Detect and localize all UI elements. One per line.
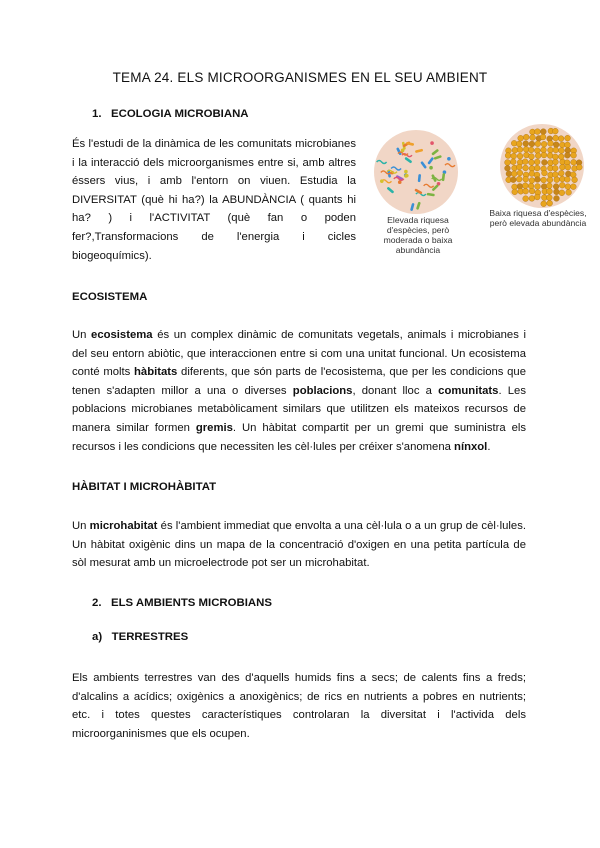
intro-paragraph: És l'estudi de la dinàmica de les comunitats microbianes i la interacció dels microorganismes entre si, amb altres éssers vius, i amb l'entorn on viuen. Estudia la DIVERSITAT (què hi ha?) la ABUNDÀNCIA ( quants hi ha? ) i l'ACTIVITAT (què fan o poden fer?,Transformacions de l'energia i cicles biogeoquímics). bbox=[72, 138, 356, 262]
microbe-cell bbox=[505, 165, 511, 171]
microbe-cell bbox=[523, 196, 529, 202]
term-poblacions: poblacions bbox=[292, 384, 353, 397]
term-gremis: gremis bbox=[195, 421, 233, 434]
microbe-cell bbox=[552, 165, 558, 171]
subsection-a-title: TERRESTRES bbox=[111, 631, 189, 643]
microbe-cell bbox=[547, 188, 553, 194]
microbe-cell bbox=[541, 152, 547, 158]
microbe-cell bbox=[534, 159, 540, 165]
microbe-cell bbox=[571, 159, 577, 165]
microbe-cell bbox=[552, 154, 558, 160]
microbe-cell bbox=[554, 177, 560, 183]
microbe-cell bbox=[565, 152, 571, 158]
subsection-a-label: a) bbox=[92, 631, 103, 643]
habitat-paragraph: Un microhabitat és l'ambient immediat que envolta a una cèl·lula o a un grup de cèl·lules. Un hàbitat oxigènic dins un mapa de la concentració d'oxigen en una petita partícula de sòl mesurat amb un microelectrode pot ser un microhabitat. bbox=[72, 520, 526, 570]
section-2-title: ELS AMBIENTS MICROBIANS bbox=[111, 597, 272, 609]
microbe-cell bbox=[523, 176, 529, 182]
microbe-cell bbox=[528, 147, 534, 153]
microbe-cell bbox=[534, 148, 540, 154]
microbe-cell bbox=[430, 141, 434, 145]
microbe-cell bbox=[572, 177, 578, 183]
term-comunitats: comunitats bbox=[438, 384, 499, 397]
microbe-cell bbox=[528, 183, 534, 189]
microbe-cell bbox=[565, 135, 571, 141]
microbe-cell bbox=[576, 164, 582, 170]
microbe-cell bbox=[405, 174, 409, 178]
microbe-cell bbox=[529, 141, 535, 147]
microbe-cell bbox=[517, 170, 523, 176]
microbe-cell bbox=[506, 171, 512, 177]
microbe-cell bbox=[523, 165, 529, 171]
microbe-cell bbox=[558, 154, 564, 160]
microbe-cell bbox=[517, 147, 523, 153]
microbe-cell bbox=[541, 201, 547, 207]
microbe-cell bbox=[404, 170, 408, 174]
microbe-cell bbox=[559, 164, 565, 170]
microbe-cell bbox=[559, 190, 565, 196]
microbe-cell bbox=[523, 134, 529, 140]
term-ninxol: nínxol bbox=[454, 440, 488, 453]
microbe-cell bbox=[516, 176, 522, 182]
microbe-cell bbox=[516, 141, 522, 147]
microbe-cell bbox=[511, 171, 517, 177]
term-habitats: hàbitats bbox=[134, 366, 178, 379]
microbe-cell bbox=[529, 188, 535, 194]
section-2-heading bbox=[92, 597, 272, 609]
microbe-cell bbox=[554, 189, 560, 195]
microbe-cell bbox=[570, 172, 576, 178]
microbe-cell bbox=[529, 154, 535, 160]
microbe-cell bbox=[541, 141, 547, 147]
page-title: TEMA 24. ELS MICROORGANISMES EN EL SEU AMBIENT bbox=[112, 70, 488, 85]
microbe-cell bbox=[552, 172, 558, 178]
term-microhabitat: microhabitat bbox=[89, 520, 158, 532]
microbe-cell bbox=[558, 136, 564, 142]
microbe-cell bbox=[529, 178, 535, 184]
high-diversity-circle bbox=[374, 130, 458, 214]
microbe-cell bbox=[529, 171, 535, 177]
microbe-cell bbox=[530, 135, 536, 141]
microbe-cell bbox=[518, 135, 524, 141]
microbe-cell bbox=[447, 157, 451, 161]
microbe-cell bbox=[570, 184, 576, 190]
microbe-cell bbox=[553, 147, 559, 153]
microbe-cell bbox=[523, 188, 529, 194]
microbe-cell bbox=[547, 177, 553, 183]
microbe-cell bbox=[523, 141, 529, 147]
microbe-cell bbox=[553, 184, 559, 190]
microbe-cell bbox=[552, 128, 558, 134]
microbe-cell bbox=[522, 159, 528, 165]
microbe-cell bbox=[571, 152, 577, 158]
microbe-cell bbox=[529, 196, 535, 202]
microbe-cell bbox=[380, 179, 384, 183]
microbe-cell bbox=[535, 184, 541, 190]
section-1-heading bbox=[92, 108, 249, 120]
caption-high-abundance: Baixa riquesa d'espècies, però elevada abundància bbox=[489, 208, 587, 228]
microbe-cell bbox=[558, 170, 564, 176]
caption-high-richness: Elevada riquesa d'espècies, però moderada o baixa abundància bbox=[383, 215, 453, 255]
subsection-a-heading bbox=[92, 631, 188, 643]
microbe-cell bbox=[542, 170, 548, 176]
microbe-cell bbox=[547, 153, 553, 159]
microbe-cell bbox=[559, 182, 565, 188]
microbe-cell bbox=[565, 164, 571, 170]
terrestres-paragraph: Els ambients terrestres van des d'aquells humids fins a secs; de calents fins a freds; d'alcalins a acídics; oxigènics a anoxigènics; de rics en nutrients a pobres en nutrients; etc. i totes questes característiques controlaran la diversitat i l'activida dels microorganinismes que els ocupen. bbox=[72, 672, 526, 740]
microbe-cell bbox=[548, 141, 554, 147]
microbe-cell bbox=[505, 153, 511, 159]
microbe-cell bbox=[540, 129, 546, 135]
microbe-cell bbox=[553, 135, 559, 141]
microbe-cell bbox=[512, 189, 518, 195]
microbe-cell bbox=[554, 196, 560, 202]
microbe-cell bbox=[510, 159, 516, 165]
microbe-cell bbox=[517, 153, 523, 159]
ecosistema-paragraph: Un ecosistema és un complex dinàmic de comunitats vegetals, animals i microbianes i del seu entorn abiòtic, que interaccionen entre si com una unitat funcional. Un ecosistema conté molts hàbitats diferents, que són parts de l'ecosistema, que per les condicions que tenen s'adapten millor a una o diverses poblacions, donant lloc a comunitats. Les poblacions microbianes metabòlicament similars que utilitzen els mateixos recursos de manera similar formen gremis. Un hàbitat compartit per un gremi que suministra els recursos i les condicions que necessiten les cèl·lules per créixer s'anomena nínxol. bbox=[72, 329, 527, 453]
microbe-cell bbox=[535, 153, 541, 159]
section-1-number: 1. bbox=[92, 108, 102, 120]
microbe-cell bbox=[565, 184, 571, 190]
microbe-cell bbox=[542, 159, 548, 165]
microbe-cell bbox=[541, 147, 547, 153]
microbe-cell bbox=[546, 183, 552, 189]
ecosistema-heading: ECOSISTEMA bbox=[72, 291, 148, 303]
microbe-cell bbox=[540, 134, 546, 140]
microbe-cell bbox=[535, 129, 541, 135]
microbe-cell bbox=[535, 141, 541, 147]
section-1-title: ECOLOGIA MICROBIANA bbox=[111, 108, 249, 120]
microbe-cell bbox=[546, 195, 552, 201]
microbe-cell bbox=[505, 160, 511, 166]
microbe-cell bbox=[548, 147, 554, 153]
microbe-cell bbox=[429, 166, 433, 170]
microbe-cell bbox=[541, 177, 547, 183]
microbe-cell bbox=[553, 142, 559, 148]
section-2-number: 2. bbox=[92, 597, 102, 609]
microbe-cell bbox=[535, 177, 541, 183]
microbe-cell bbox=[510, 177, 516, 183]
microbe-cell bbox=[559, 148, 565, 154]
microbe-cell bbox=[534, 194, 540, 200]
microbe-cell bbox=[516, 164, 522, 170]
microbe-cell bbox=[565, 142, 571, 148]
microbe-cell bbox=[566, 189, 572, 195]
microbe-cell bbox=[522, 183, 528, 189]
microbe-cell bbox=[511, 153, 517, 159]
habitat-heading: HÀBITAT I MICROHÀBITAT bbox=[72, 481, 217, 493]
microbe-cell bbox=[534, 165, 540, 171]
microbe-cell bbox=[547, 200, 553, 206]
microbe-cell bbox=[529, 160, 535, 166]
term-ecosistema: ecosistema bbox=[91, 329, 153, 341]
microbe-cell bbox=[564, 176, 570, 182]
microbe-cell bbox=[553, 159, 559, 165]
high-abundance-circle bbox=[500, 124, 584, 208]
